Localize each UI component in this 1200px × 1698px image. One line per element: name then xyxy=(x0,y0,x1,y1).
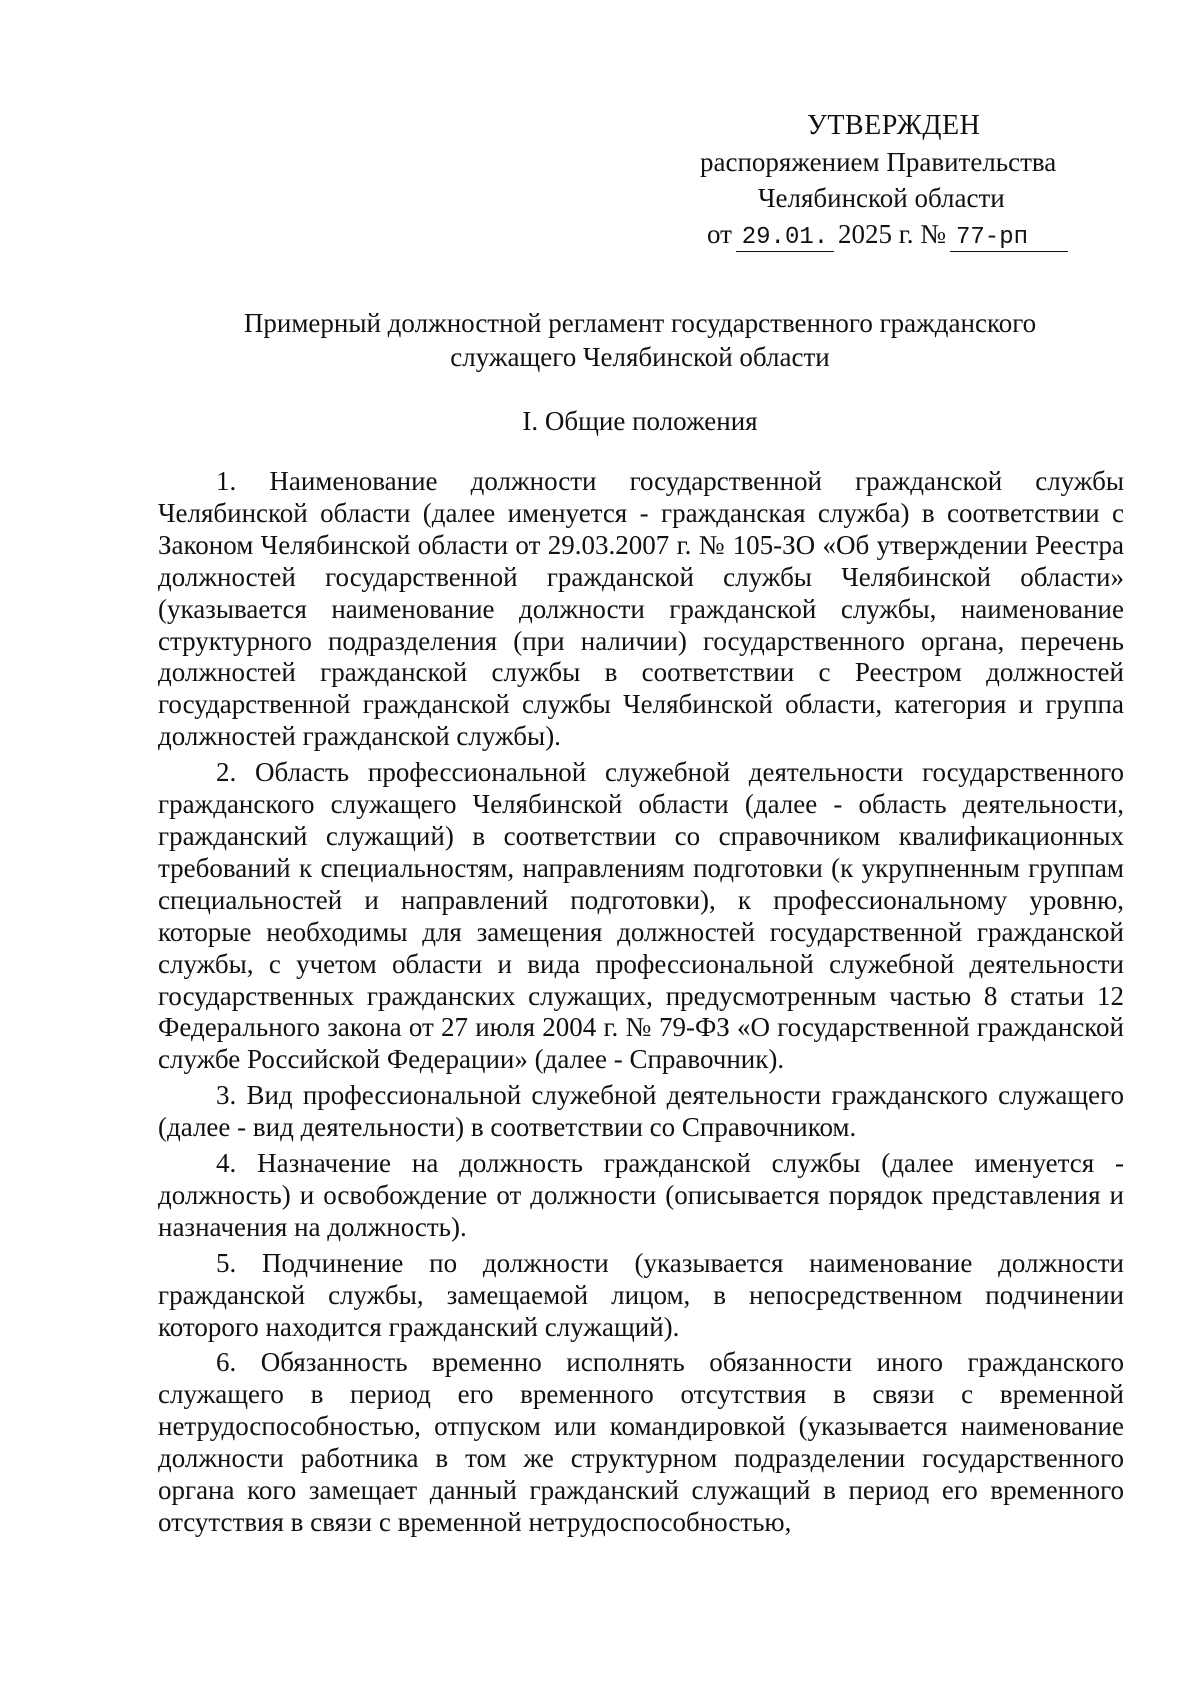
approval-year: 2025 г. № xyxy=(837,219,946,249)
approval-date-line xyxy=(700,216,1120,252)
approval-date-value: 29.01. xyxy=(736,225,834,252)
document-title xyxy=(150,306,1130,374)
document-body xyxy=(158,466,1124,1543)
approval-region: Челябинской области xyxy=(758,183,1005,213)
approval-title: УТВЕРЖДЕН xyxy=(807,110,981,141)
approval-issuer: распоряжением Правительства xyxy=(700,147,1057,177)
paragraph-1: 1. Наименование должности государственной гражданской службы Челябинской области (далее именуется - гражданская служба) в соответствии с Законом Челябинской области от 29.03.2007 г. № 105-ЗО «Об утверждении Реестра должностей государственной гражданской службы Челябинской области» (указывается наименование должности гражданской службы, наименование структурного подразделения (при наличии) государственного органа, перечень должностей гражданской службы в соответствии с Реестром должностей государственной гражданской службы Челябинской области, категория и группа должностей гражданской службы). xyxy=(158,466,1124,752)
document-title-line-1: Примерный должностной регламент государственного гражданского xyxy=(243,308,1037,338)
paragraph-4: 4. Назначение на должность гражданской службы (далее именуется - должность) и освобождение от должности (описывается порядок представления и назначения на должность). xyxy=(158,1148,1124,1242)
approval-date-prefix: от xyxy=(707,219,732,249)
approval-number-value: 77-рп xyxy=(950,225,1068,252)
approval-stamp-block xyxy=(700,108,1120,252)
paragraph-3: 3. Вид профессиональной служебной деятельности гражданского служащего (далее - вид деятельности) в соответствии со Справочником. xyxy=(158,1080,1124,1143)
paragraph-2: 2. Область профессиональной служебной деятельности государственного гражданского служащего Челябинской области (далее - область деятельности, гражданский служащий) в соответствии со справочником квалификационных требований к специальностям, направлениям подготовки (к укрупненным группам специальностей и направлений подготовки), к профессиональному уровню, которые необходимы для замещения должностей государственной гражданской службы, с учетом области и вида профессиональной служебной деятельности государственных гражданских служащих, предусмотренным частью 8 статьи 12 Федерального закона от 27 июля 2004 г. № 79-ФЗ «О государственной гражданской службе Российской Федерации» (далее - Справочник). xyxy=(158,757,1124,1075)
section-heading: I. Общие положения xyxy=(522,406,758,436)
paragraph-6: 6. Обязанность временно исполнять обязанности иного гражданского служащего в период его временного отсутствия в связи с временной нетрудоспособностью, отпуском или командировкой (указывается наименование должности работника в том же структурном подразделении государственного органа кого замещает данный гражданский служащий в период его временного отсутствия в связи с временной нетрудоспособностью, xyxy=(158,1347,1124,1537)
document-title-line-2: служащего Челябинской области xyxy=(450,342,830,372)
paragraph-5: 5. Подчинение по должности (указывается наименование должности гражданской службы, замещаемой лицом, в непосредственном подчинении которого находится гражданский служащий). xyxy=(158,1247,1124,1342)
